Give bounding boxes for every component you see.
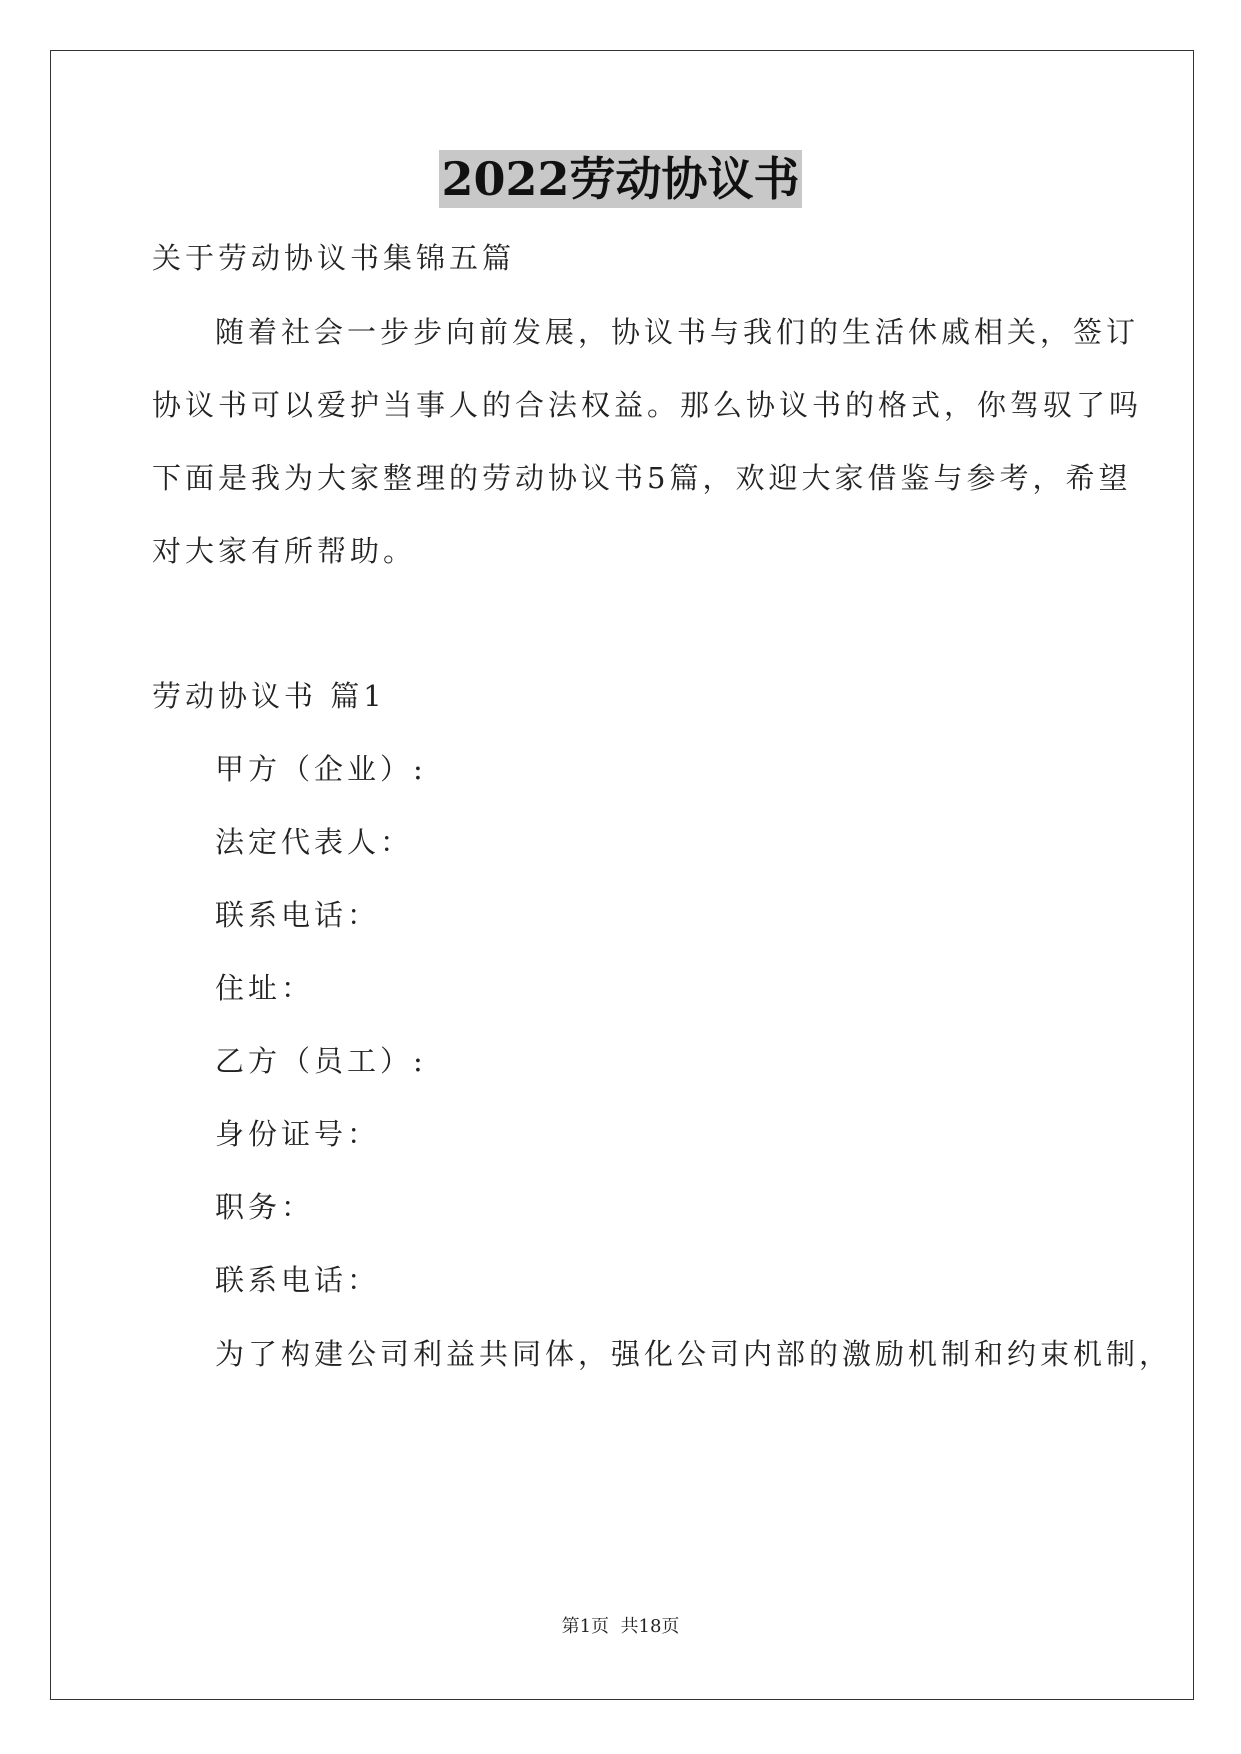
field-legal-representative: 法定代表人： — [215, 825, 414, 859]
field-position: 职务： — [215, 1190, 315, 1224]
field-phone-b: 联系电话： — [215, 1263, 381, 1297]
intro-line-2: 协议书可以爱护当事人的合法权益。那么协议书的格式，你驾驭了吗 — [152, 388, 1143, 422]
intro-line-4: 对大家有所帮助。 — [152, 534, 417, 568]
field-address: 住址： — [215, 971, 315, 1005]
page-border — [50, 50, 1194, 1700]
document-subtitle: 关于劳动协议书集锦五篇 — [152, 241, 516, 275]
section-heading: 劳动协议书 篇1 — [152, 679, 386, 713]
field-party-a: 甲方（企业）: — [215, 752, 427, 786]
page-footer — [0, 1612, 1241, 1638]
page-number-label: 第1页 共18页 — [561, 1616, 680, 1637]
intro-line-1: 随着社会一步步向前发展，协议书与我们的生活休戚相关，签订 — [215, 315, 1140, 349]
field-id-number: 身份证号： — [215, 1117, 381, 1151]
intro-line-3: 下面是我为大家整理的劳动协议书5篇，欢迎大家借鉴与参考，希望 — [152, 461, 1132, 495]
field-party-b: 乙方（员工）: — [215, 1044, 427, 1078]
field-phone-a: 联系电话： — [215, 898, 381, 932]
title-wrap — [0, 150, 1241, 208]
body-paragraph-line: 为了构建公司利益共同体，强化公司内部的激励机制和约束机制， — [215, 1337, 1173, 1371]
document-title: 2022劳动协议书 — [441, 152, 800, 206]
